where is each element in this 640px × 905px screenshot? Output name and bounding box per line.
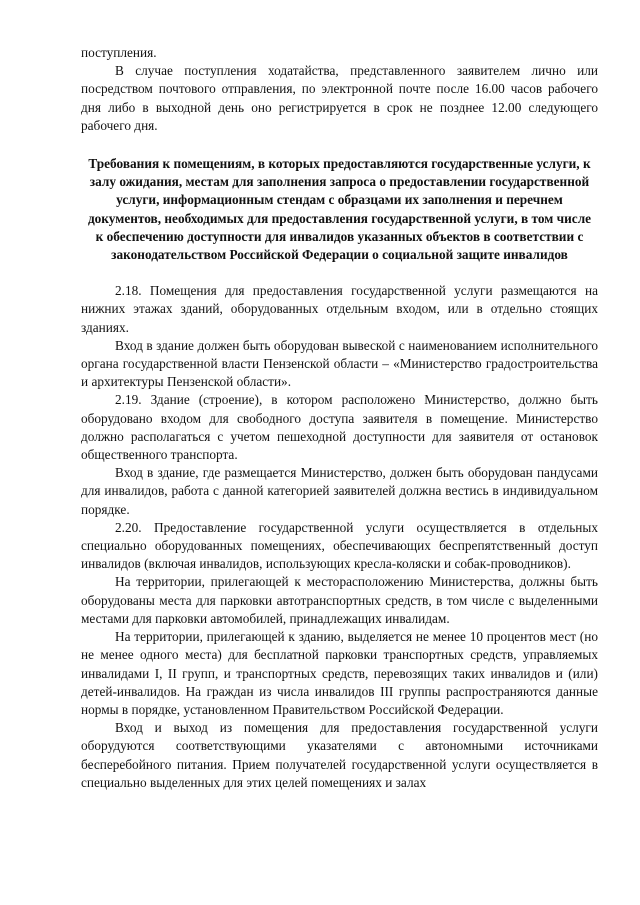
paragraph-continuation: поступления. [81,45,157,60]
paragraph-entry-exit: Вход и выход из помещения для предоставления государственной услуги оборудуются соответствующими указателями с автономными источниками бесперебойного питания. Прием получателей государственной услуги осуществляется в специально выделенных для этих целей помещениях и залах [81,720,598,790]
paragraph-2-19: 2.19. Здание (строение), в котором расположено Министерство, должно быть оборудовано входом для свободного доступа заявителя в помещение. Министерство должно располагаться с учетом пешеходной доступности для заявителя от остановок общественного транспорта. [81,392,598,463]
document-page [81,44,598,792]
paragraph-registration-deadline: В случае поступления ходатайства, представленного заявителем лично или посредством почтового отправления, по электронной почте после 16.00 часов рабочего дня либо в выходной день оно регистрируется в срок не позднее 12.00 следующего рабочего дня. [81,63,598,133]
paragraph-ramps: Вход в здание, где размещается Министерство, должен быть оборудован пандусами для инвалидов, работа с данной категорией заявителей должна вестись в индивидуальном порядке. [81,465,598,517]
paragraph-parking-quota: На территории, прилегающей к зданию, выделяется не менее 10 процентов мест (но не менее одного места) для бесплатной парковки транспортных средств, управляемых инвалидами I, II групп, и транспортных средств, перевозящих таких инвалидов и (или) детей-инвалидов. На граждан из числа инвалидов III группы распространяются данные нормы в порядке, установленном Правительством Российской Федерации. [81,629,598,717]
paragraph-parking: На территории, прилегающей к месторасположению Министерства, должны быть оборудованы места для парковки автотранспортных средств, в том числе с выделенными местами для парковки автомобилей, принадлежащих инвалидам. [81,574,598,626]
section-heading: Требования к помещениям, в которых предоставляются государственные услуги, к залу ожидания, местам для заполнения запроса о предоставлении государственной услуги, информационным стендам с образцами их заполнения и перечнем документов, необходимых для предоставления государственной услуги, в том числе к обеспечению доступности для инвалидов указанных объектов в соответствии с законодательством Российской Федерации о социальной защите инвалидов [87,156,592,263]
paragraph-entrance-sign: Вход в здание должен быть оборудован вывеской с наименованием исполнительного органа государственной власти Пензенской области – «Министерство градостроительства и архитектуры Пензенской области». [81,337,598,390]
paragraph-2-20: 2.20. Предоставление государственной услуги осуществляется в отдельных специально оборудованных помещениях, обеспечивающих беспрепятственный доступ инвалидов (включая инвалидов, использующих кресла-коляски и собак-проводников). [81,519,598,572]
paragraph-2-18: 2.18. Помещения для предоставления государственной услуги размещаются на нижних этажах зданий, оборудованных отдельным входом, или в отдельно стоящих зданиях. [81,283,598,335]
